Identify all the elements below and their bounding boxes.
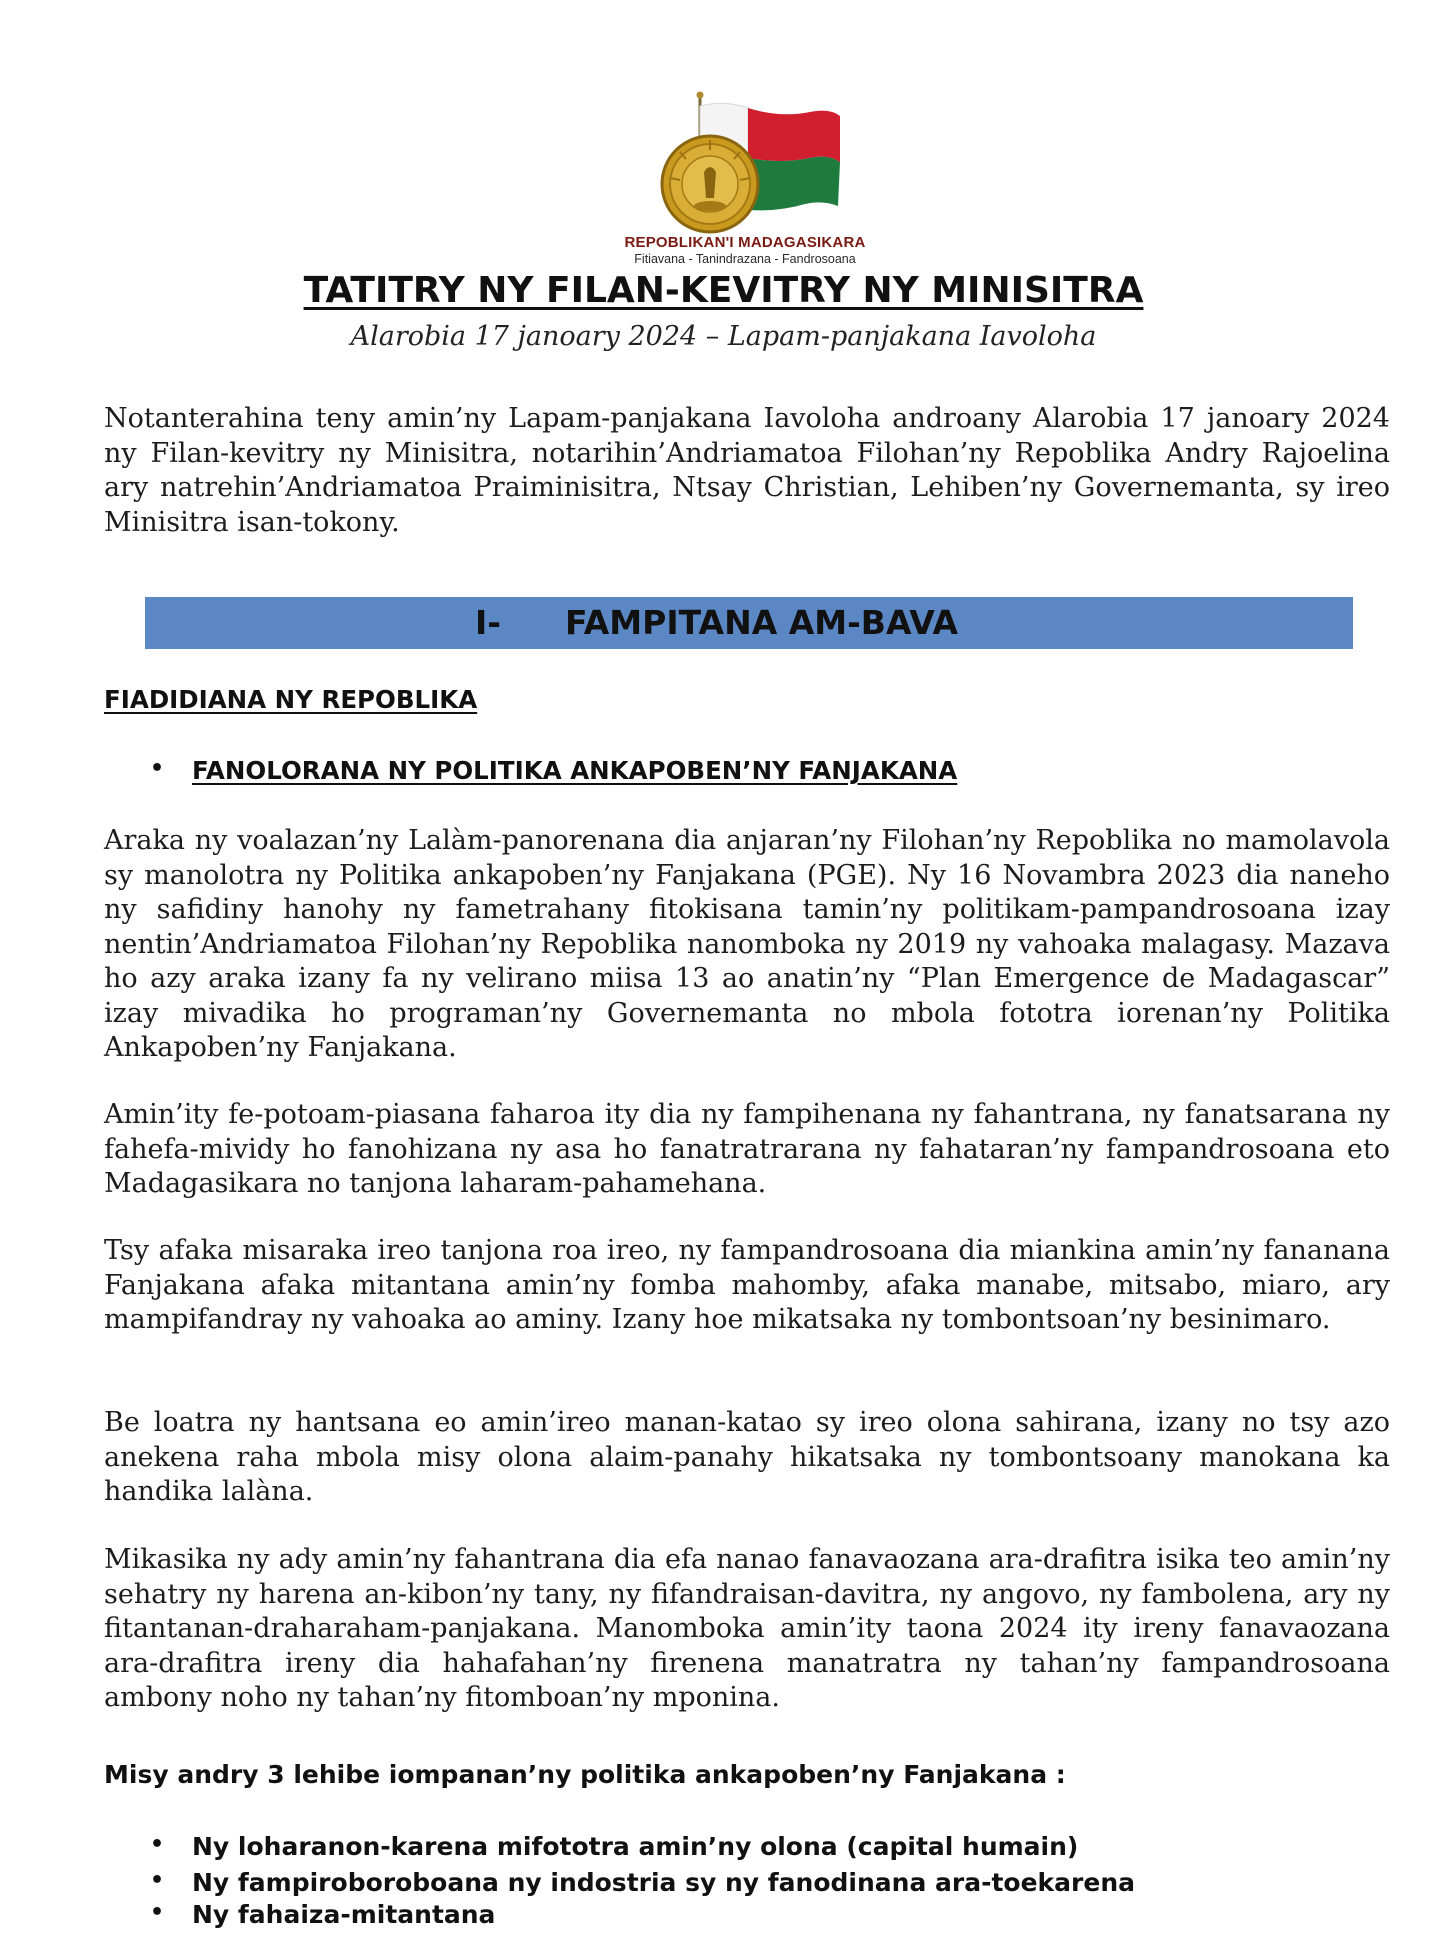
body-paragraph: Mikasika ny ady amin’ny fahantrana dia efa nanao fanavaozana ara-drafitra isika teo amin’ny sehatry ny harena an-kibon’ny tany, ny fifandraisan-davitra, ny angovo, ny fambolena, ary ny fitantanan-draharaham-panjakana. Manomboka amin’ity taona 2024 ity ireny fanavaozana ara-drafitra ireny dia hahafahan’ny firenena manatratra ny tahan’ny fampandrosoana ambony noho ny tahan’ny fitomboan’ny mponina. [104, 1544, 1390, 1713]
section-title: FAMPITANA AM-BAVA [565, 603, 959, 642]
document-subtitle: Alarobia 17 janoary 2024 – Lapam-panjakana Iavoloha [350, 321, 1097, 352]
list-item-text: Ny fahaiza-mitantana [192, 1900, 496, 1929]
body-paragraph: Amin’ity fe-potoam-piasana faharoa ity dia ny fampihenana ny fahantrana, ny fanatsarana ny fahefa-mividy ho fanohizana ny asa ho fanatratrarana ny fahataran’ny fampandrosoana eto Madagasikara no tanjona laharam-pahamehana. [104, 1099, 1390, 1199]
list-item [150, 1832, 1350, 1868]
list-item [150, 1900, 1350, 1936]
bullet-icon: • [150, 756, 165, 781]
section-number: I- [475, 603, 501, 642]
document-title: TATITRY NY FILAN-KEVITRY NY MINISITRA [303, 270, 1144, 311]
republic-emblem [600, 88, 890, 268]
subsection-heading: FIADIDIANA NY REPOBLIKA [104, 685, 478, 714]
intro-paragraph: Notanterahina teny amin’ny Lapam-panjakana Iavoloha androany Alarobia 17 janoary 2024 ny Filan-kevitry ny Minisitra, notarihin’Andriamatoa Filohan’ny Repoblika Andry Rajoelina ary natrehin’Andriamatoa Praiminisitra, Ntsay Christian, Lehiben’ny Governemanta, sy ireo Minisitra isan-tokony. [104, 403, 1390, 538]
bullet-icon: • [150, 1900, 165, 1925]
bullet-heading-text: FANOLORANA NY POLITIKA ANKAPOBEN’NY FANJAKANA [192, 756, 958, 785]
body-paragraph: Be loatra ny hantsana eo amin’ireo manan-katao sy ireo olona sahirana, izany no tsy azo anekena raha mbola misy olona alaim-panahy hikatsaka ny tombontsoany manokana ka handika lalàna. [104, 1407, 1390, 1507]
section-header-bar [145, 597, 1353, 649]
bullet-icon: • [150, 1832, 165, 1857]
bullet-icon: • [150, 1868, 165, 1893]
pillars-intro: Misy andry 3 lehibe iompanan’ny politika ankapoben’ny Fanjakana : [104, 1760, 1066, 1789]
list-item-text: Ny fampiroboroboana ny indostria sy ny fanodinana ara-toekarena [192, 1868, 1135, 1897]
body-paragraph: Araka ny voalazan’ny Lalàm-panorenana dia anjaran’ny Filohan’ny Repoblika no mamolavola sy manolotra ny Politika ankapoben’ny Fanjakana (PGE). Ny 16 Novambra 2023 dia naneho ny safidiny hanohy ny fametrahany fitokisana tamin’ny politikam-pampandrosoana izay nentin’Andriamatoa Filohan’ny Repoblika nanomboka ny 2019 ny vahoaka malagasy. Mazava ho azy araka izany fa ny velirano miisa 13 ao anatin’ny “Plan Emergence de Madagascar” izay mivadika ho programan’ny Governemanta no mbola fototra iorenan’ny Politika Ankapoben’ny Fanjakana. [104, 825, 1390, 1063]
emblem-title: REPOBLIKAN'I MADAGASIKARA [624, 234, 866, 251]
body-paragraph: Tsy afaka misaraka ireo tanjona roa ireo, ny fampandrosoana dia miankina amin’ny fananana Fanjakana afaka mitantana amin’ny fomba mahomby, afaka manabe, mitsabo, miaro, ary mampifandray ny vahoaka ao aminy. Izany hoe mikatsaka ny tombontsoan’ny besinimaro. [104, 1235, 1390, 1335]
list-item-text: Ny loharanon-karena mifototra amin’ny olona (capital humain) [192, 1832, 1079, 1861]
list-item [150, 1868, 1350, 1904]
emblem-motto: Fitiavana - Tanindrazana - Fandrosoana [634, 252, 856, 266]
emblem-flag-seal-icon [600, 88, 890, 234]
